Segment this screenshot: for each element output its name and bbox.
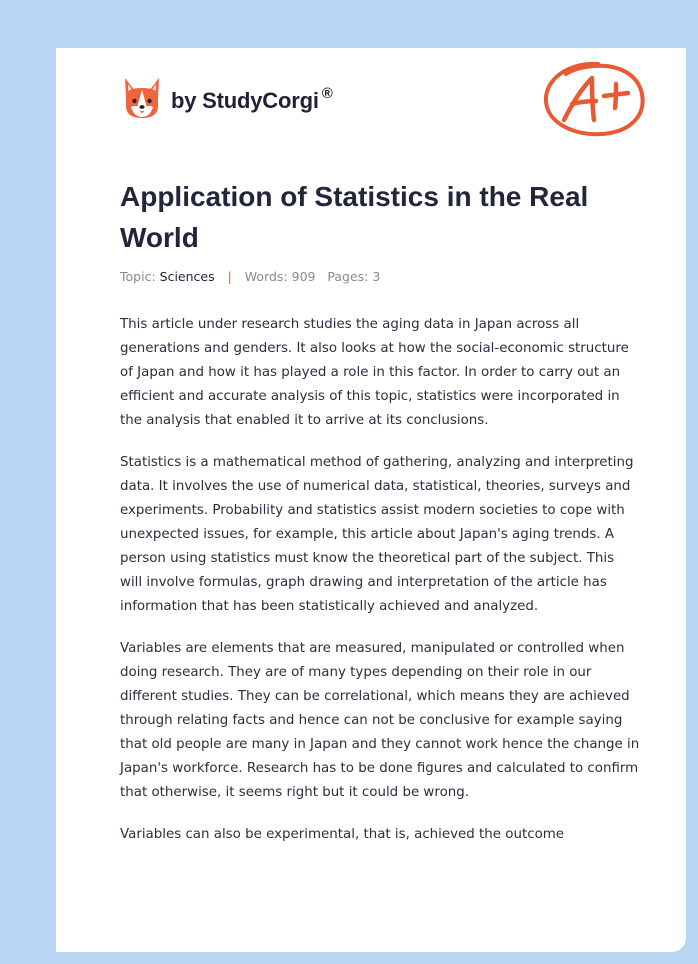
paragraph: Variables are elements that are measured, manipulated or controlled when doing research. They are of many types depending on their role in our different studies. They can be correlational, which means they are achieved through relating facts and hence can not be conclusive for example saying that old people are many in Japan and they cannot work hence the change in Japan's workforce. Research has to be done figures and calculated to confirm that otherwise, it seems right but it could be wrong.: [120, 641, 640, 800]
paragraph: This article under research studies the aging data in Japan across all generations and genders. It also looks at how the social-economic structure of Japan and how it has played a role in this factor. In order to carry out an efficient and accurate analysis of this topic, statistics were incorporated in the analysis that enabled it to arrive at its conclusions.: [120, 317, 629, 428]
paragraph: Variables can also be experimental, that is, achieved the outcome: [120, 827, 565, 842]
paragraph: Statistics is a mathematical method of gathering, analyzing and interpreting data. It involves the use of numerical data, statistical, theories, surveys and experiments. Probability and statistics assist modern societies to cope with unexpected issues, for example, this article about Japan's aging trends. A person using statistics must know the theoretical part of the subject. This will involve formulas, graph drawing and interpretation of the article has information that has been statistically achieved and analyzed.: [120, 455, 634, 614]
corgi-logo-icon: [122, 76, 162, 120]
studycorgi-brand[interactable]: [122, 76, 333, 120]
words-label: Words:: [244, 269, 288, 284]
words-value: 909: [291, 269, 316, 284]
article-body: [120, 313, 640, 865]
document-page: [56, 48, 686, 952]
brand-name: by StudyCorgi: [171, 88, 319, 113]
meta-separator: |: [227, 269, 232, 284]
registered-mark: ®: [321, 84, 333, 102]
pages-label: Pages:: [327, 269, 369, 284]
article-title: Application of Statistics in the Real World: [120, 181, 589, 253]
pages-value: 3: [372, 269, 381, 284]
grade-a-plus-icon: [538, 58, 648, 140]
topic-label: Topic:: [120, 269, 156, 284]
topic-link[interactable]: Sciences: [159, 269, 215, 284]
article-meta: [120, 269, 380, 284]
